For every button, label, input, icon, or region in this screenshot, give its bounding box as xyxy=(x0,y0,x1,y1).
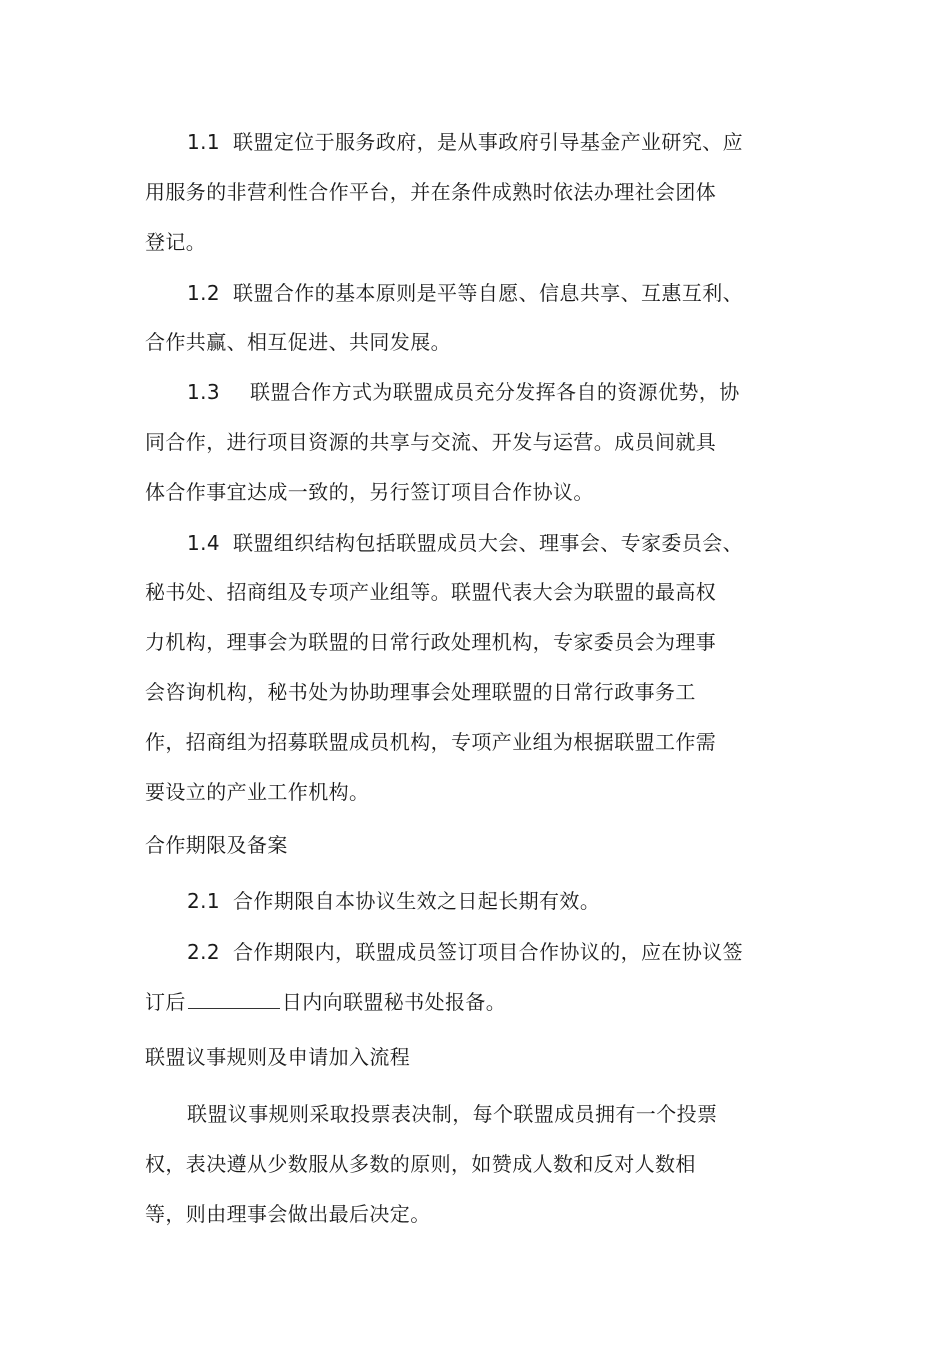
paragraph-text: 联盟定位于服务政府，是从事政府引导基金产业研究、应 xyxy=(233,130,744,154)
paragraph-1-1-line-2: 用服务的非营利性合作平台，并在条件成熟时依法办理社会团体 xyxy=(145,180,717,204)
paragraph-3-line-3: 等，则由理事会做出最后决定。 xyxy=(145,1202,431,1226)
paragraph-1-4-line-1 xyxy=(187,530,743,556)
paragraph-1-4-line-5: 作，招商组为招募联盟成员机构，专项产业组为根据联盟工作需 xyxy=(145,730,717,754)
clause-number: 2.1 xyxy=(187,889,221,913)
paragraph-1-1-line-3: 登记。 xyxy=(145,230,207,254)
paragraph-1-3-line-3: 体合作事宜达成一致的，另行签订项目合作协议。 xyxy=(145,480,594,504)
clause-number: 2.2 xyxy=(187,940,221,964)
paragraph-text: 订后 xyxy=(145,990,186,1014)
section-heading-2: 合作期限及备案 xyxy=(145,833,288,857)
paragraph-2-2-line-2 xyxy=(145,989,506,1015)
paragraph-1-2-line-1 xyxy=(187,280,743,306)
clause-number: 1.3 xyxy=(187,380,221,404)
paragraph-1-4-line-6: 要设立的产业工作机构。 xyxy=(145,780,370,804)
fill-in-blank xyxy=(188,990,280,1009)
paragraph-3-line-2: 权，表决遵从少数服从多数的原则，如赞成人数和反对人数相 xyxy=(145,1152,696,1176)
paragraph-text: 合作期限内，联盟成员签订项目合作协议的，应在协议签 xyxy=(233,940,744,964)
paragraph-3-line-1: 联盟议事规则采取投票表决制，每个联盟成员拥有一个投票 xyxy=(187,1102,718,1126)
paragraph-2-1-line-1 xyxy=(187,888,600,914)
paragraph-1-4-line-4: 会咨询机构，秘书处为协助理事会处理联盟的日常行政事务工 xyxy=(145,680,696,704)
paragraph-text: 日内向联盟秘书处报备。 xyxy=(281,990,507,1014)
section-heading-3: 联盟议事规则及申请加入流程 xyxy=(145,1045,411,1069)
paragraph-1-1-line-1 xyxy=(187,129,743,155)
paragraph-1-2-line-2: 合作共赢、相互促进、共同发展。 xyxy=(145,330,451,354)
paragraph-2-2-line-1 xyxy=(187,939,743,965)
paragraph-text: 联盟合作方式为联盟成员充分发挥各自的资源优势，协 xyxy=(250,380,740,404)
paragraph-text: 联盟合作的基本原则是平等自愿、信息共享、互惠互利、 xyxy=(233,281,744,305)
clause-number: 1.1 xyxy=(187,130,221,154)
paragraph-1-3-line-2: 同合作，进行项目资源的共享与交流、开发与运营。成员间就具 xyxy=(145,430,717,454)
paragraph-text: 合作期限自本协议生效之日起长期有效。 xyxy=(233,889,601,913)
paragraph-1-4-line-3: 力机构，理事会为联盟的日常行政处理机构，专家委员会为理事 xyxy=(145,630,717,654)
clause-number: 1.4 xyxy=(187,531,221,555)
paragraph-1-4-line-2: 秘书处、招商组及专项产业组等。联盟代表大会为联盟的最高权 xyxy=(145,580,717,604)
paragraph-text: 联盟组织结构包括联盟成员大会、理事会、专家委员会、 xyxy=(233,531,744,555)
clause-number: 1.2 xyxy=(187,281,221,305)
paragraph-1-3-line-1 xyxy=(187,379,740,405)
